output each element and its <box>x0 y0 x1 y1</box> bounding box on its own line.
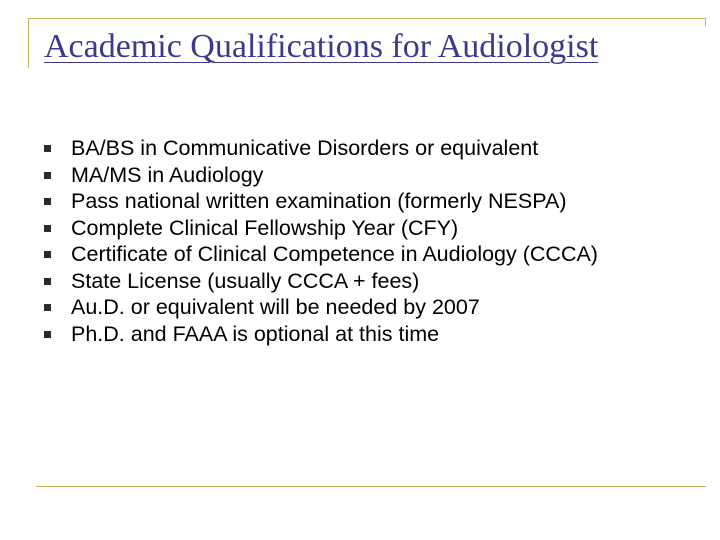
square-bullet-icon <box>44 145 51 152</box>
square-bullet-icon <box>44 225 51 232</box>
bullet-list <box>44 135 684 347</box>
square-bullet-icon <box>44 331 51 338</box>
square-bullet-icon <box>44 251 51 258</box>
bullet-text: Au.D. or equivalent will be needed by 2007 <box>71 295 480 319</box>
frame-top-line <box>28 18 706 19</box>
square-bullet-icon <box>44 278 51 285</box>
bullet-item <box>44 215 684 242</box>
frame-right-line <box>705 18 706 26</box>
bullet-text: MA/MS in Audiology <box>71 162 264 187</box>
bullet-item <box>44 321 684 348</box>
bullet-item <box>44 135 684 162</box>
bullet-item <box>44 268 684 295</box>
bullet-text: Certificate of Clinical Competence in Audiology (CCCA) <box>71 242 598 266</box>
square-bullet-icon <box>44 304 51 311</box>
bullet-text: Ph.D. and FAAA is optional at this time <box>71 321 440 346</box>
bullet-item <box>44 188 684 215</box>
bullet-text: State License (usually CCCA + fees) <box>71 268 420 293</box>
square-bullet-icon <box>44 198 51 205</box>
frame-left-line <box>28 18 29 68</box>
square-bullet-icon <box>44 172 51 179</box>
bullet-text: BA/BS in Communicative Disorders or equivalent <box>71 136 539 160</box>
bullet-item <box>44 162 684 189</box>
bullet-item <box>44 241 684 268</box>
bullet-text: Pass national written examination (formerly NESPA) <box>71 189 567 213</box>
frame-bottom-line <box>36 486 706 487</box>
slide-title: Academic Qualifications for Audiologist <box>44 28 599 65</box>
bullet-item <box>44 294 684 321</box>
bullet-text: Complete Clinical Fellowship Year (CFY) <box>71 215 459 240</box>
